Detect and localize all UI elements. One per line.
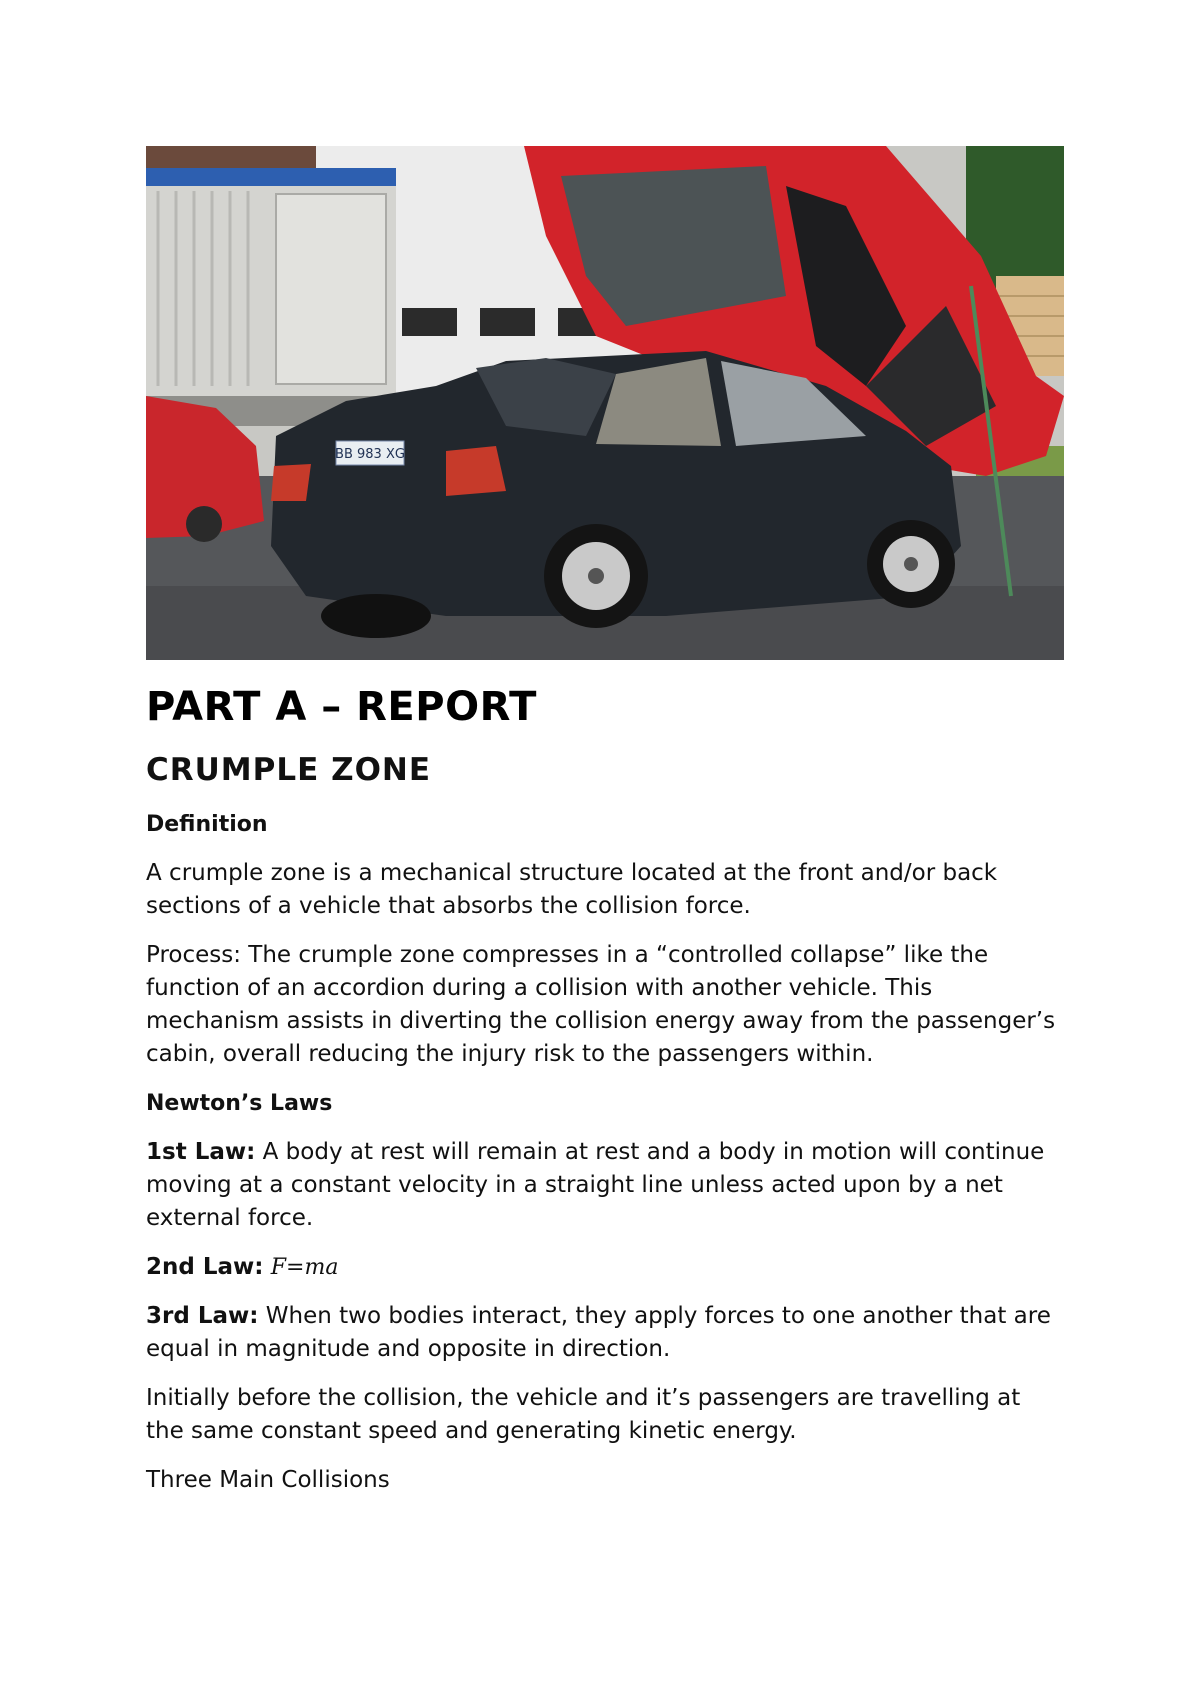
law2-paragraph — [146, 1251, 1064, 1284]
section-title: CRUMPLE ZONE — [146, 752, 432, 788]
page-content — [146, 146, 1064, 1497]
law3-label: 3rd Law: — [146, 1303, 259, 1329]
page-title: PART A – REPORT — [146, 684, 537, 730]
law1-text: A body at rest will remain at rest and a body in motion will continue moving at a constant velocity in a straight line unless acted upon by a net external force. — [146, 1139, 1045, 1231]
law1-paragraph — [146, 1136, 1064, 1235]
crash-photo — [146, 146, 1064, 660]
definition-paragraph: A crumple zone is a mechanical structure located at the front and/or back sections of a vehicle that absorbs the collision force. — [146, 860, 998, 919]
definition-heading: Definition — [146, 812, 268, 837]
law1-label: 1st Law: — [146, 1139, 256, 1165]
license-plate: BB 983 XG — [335, 447, 405, 462]
process-paragraph: Process: The crumple zone compresses in a “controlled collapse” like the function of an accordion during a collision with another vehicle. This mechanism assists in diverting the collision energy away from the passenger’s cabin, overall reducing the injury risk to the passengers within. — [146, 942, 1056, 1067]
law3-paragraph — [146, 1300, 1064, 1366]
law2-formula: F=ma — [270, 1255, 339, 1280]
law2-label: 2nd Law: — [146, 1254, 264, 1280]
law3-text: When two bodies interact, they apply forces to one another that are equal in magnitude and opposite in direction. — [146, 1303, 1051, 1362]
initial-paragraph: Initially before the collision, the vehicle and it’s passengers are travelling at the same constant speed and generating kinetic energy. — [146, 1385, 1021, 1444]
collisions-paragraph: Three Main Collisions — [146, 1467, 390, 1493]
newton-heading: Newton’s Laws — [146, 1091, 333, 1116]
